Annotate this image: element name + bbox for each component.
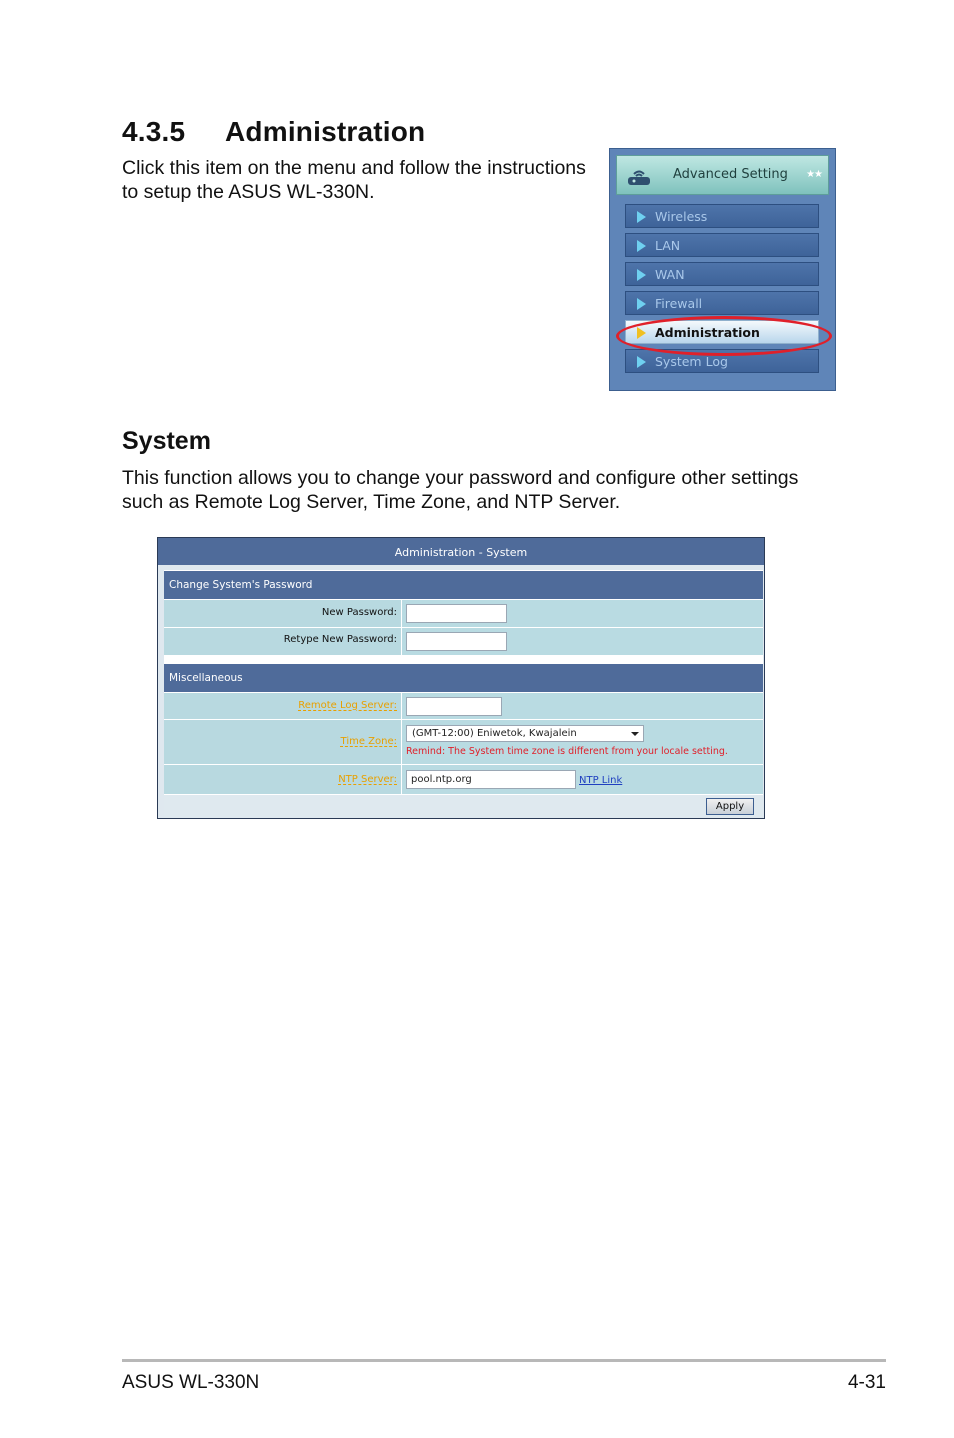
misc-group-header: Miscellaneous [164,663,763,692]
remote-log-row [164,692,763,719]
play-arrow-icon [637,211,646,223]
router-icon [625,164,653,188]
ntp-server-row [164,764,763,794]
ntp-server-label[interactable]: NTP Server: [164,765,402,794]
form-title: Administration - System [158,538,764,565]
footer-page-number: 4-31 [847,1372,886,1393]
remote-log-input[interactable] [406,697,502,716]
system-heading: System [122,427,211,455]
advanced-setting-menu-screenshot [609,148,836,391]
section-heading [122,116,425,148]
time-zone-select[interactable] [406,725,644,742]
menu-item-label: System Log [655,354,728,369]
menu-item-wan[interactable] [625,262,819,286]
menu-header[interactable] [616,155,829,195]
section-number: 4.3.5 [122,116,186,147]
section-title: Administration [225,116,426,147]
menu-item-label: Administration [655,325,760,340]
menu-item-lan[interactable] [625,233,819,257]
chevron-down-icon [631,732,639,736]
time-zone-label[interactable]: Time Zone: [164,720,402,764]
system-description: This function allows you to change your password and configure other settings such as Remote Log Server, Time Zone, and NTP Server. [122,467,799,513]
password-group-header: Change System's Password [164,570,763,599]
menu-item-firewall[interactable] [625,291,819,315]
stars-icon: ★★ [806,169,822,180]
footer-product-name: ASUS WL-330N [122,1372,260,1393]
new-password-row [164,599,763,627]
play-arrow-icon [637,269,646,281]
time-zone-remind: Remind: The System time zone is different from your locale setting. [406,746,728,757]
administration-system-form-screenshot [157,537,765,819]
menu-item-wireless[interactable] [625,204,819,228]
menu-item-label: LAN [655,238,681,253]
apply-button[interactable]: Apply [706,798,754,815]
form-body [164,570,763,817]
remote-log-label[interactable]: Remote Log Server: [164,693,402,719]
footer-divider [122,1359,886,1362]
ntp-link[interactable]: NTP Link [579,775,623,786]
play-arrow-icon [637,356,646,368]
play-arrow-icon [637,240,646,252]
group-spacer [164,655,763,663]
play-arrow-icon [637,298,646,310]
ntp-server-input[interactable]: pool.ntp.org [406,770,576,789]
menu-item-label: Wireless [655,209,708,224]
time-zone-value: (GMT-12:00) Eniwetok, Kwajalein [412,728,577,739]
new-password-input[interactable] [406,604,507,623]
time-zone-row [164,719,763,764]
apply-row [164,794,763,817]
highlight-circle [616,316,832,356]
menu-header-label: Advanced Setting [673,167,788,182]
intro-paragraph: Click this item on the menu and follow the instructions to setup the ASUS WL-330N. [122,157,586,203]
retype-password-input[interactable] [406,632,507,651]
retype-password-row [164,627,763,655]
new-password-label: New Password: [164,600,402,627]
retype-password-label: Retype New Password: [164,628,402,655]
menu-item-label: WAN [655,267,685,282]
menu-item-label: Firewall [655,296,703,311]
